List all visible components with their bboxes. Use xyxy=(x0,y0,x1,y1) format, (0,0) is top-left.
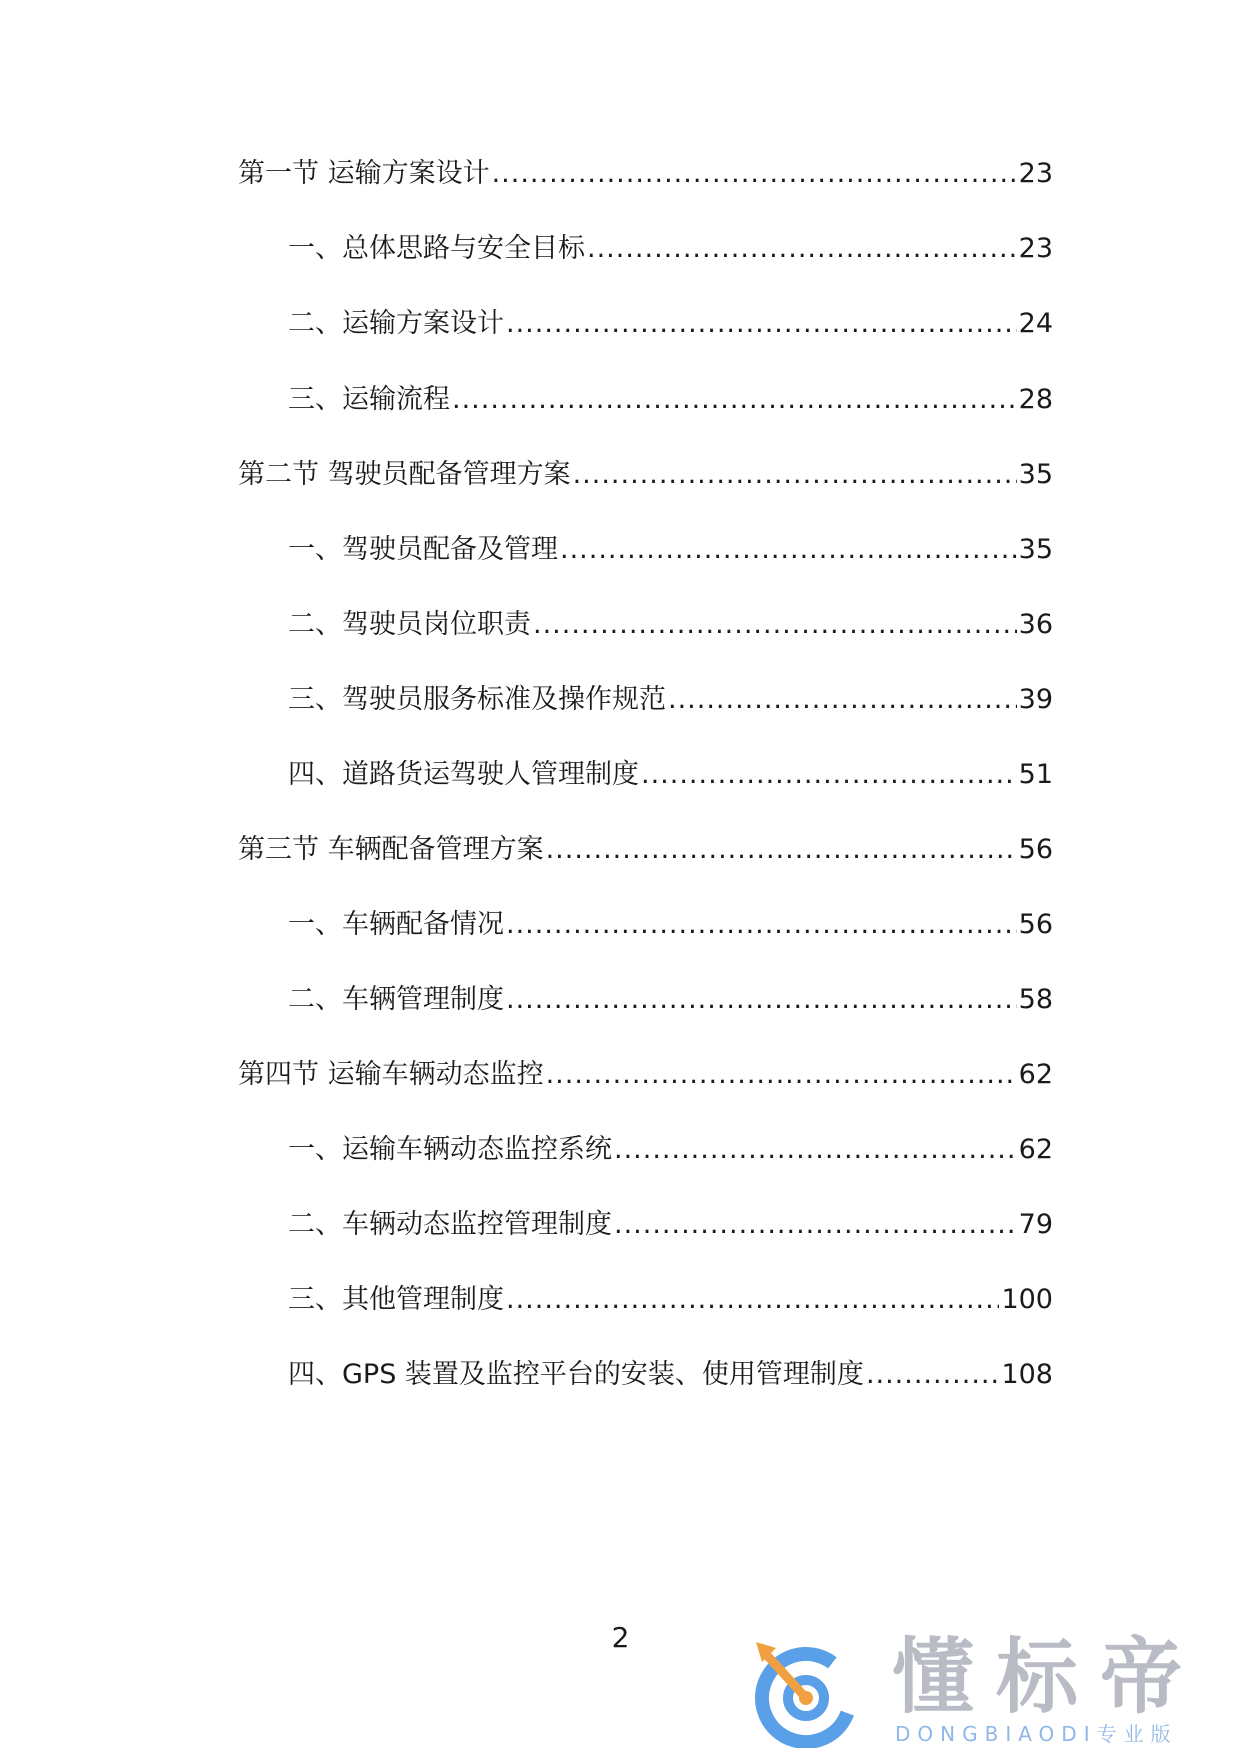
toc-dot-leader xyxy=(614,1205,1017,1245)
toc-entry[interactable] xyxy=(288,1280,1053,1320)
toc-dot-leader xyxy=(546,830,1017,870)
toc-dot-leader xyxy=(668,680,1017,720)
toc-entry-page: 35 xyxy=(1018,459,1053,490)
toc-entry-page: 62 xyxy=(1018,1059,1053,1090)
toc-entry[interactable] xyxy=(288,304,1053,344)
toc-entry-page: 28 xyxy=(1018,384,1053,415)
watermark-brand-subtitle: DONGBIAODI专业版 xyxy=(895,1722,1178,1746)
toc-entry-page: 108 xyxy=(1001,1359,1053,1390)
toc-entry-page: 35 xyxy=(1018,534,1053,565)
watermark xyxy=(740,1632,1220,1748)
toc-entry-title: 第四节 运输车辆动态监控 xyxy=(238,1059,544,1090)
toc-entry[interactable] xyxy=(288,605,1053,645)
toc-entry-title: 第二节 驾驶员配备管理方案 xyxy=(238,459,571,490)
toc-dot-leader xyxy=(506,905,1017,945)
toc-entry-page: 24 xyxy=(1018,308,1053,339)
toc-entry-title: 二、车辆管理制度 xyxy=(288,984,504,1015)
toc-entry-title: 二、运输方案设计 xyxy=(288,308,504,339)
toc-entry-title: 三、其他管理制度 xyxy=(288,1284,504,1315)
toc-entry-title: 一、驾驶员配备及管理 xyxy=(288,534,558,565)
toc-dot-leader xyxy=(560,530,1017,570)
toc-entry-title: 一、运输车辆动态监控系统 xyxy=(288,1134,612,1165)
toc-entry-title: 二、车辆动态监控管理制度 xyxy=(288,1209,612,1240)
toc-entry[interactable] xyxy=(288,530,1053,570)
toc-entry[interactable] xyxy=(288,755,1053,795)
toc-dot-leader xyxy=(533,605,1017,645)
toc-entry[interactable] xyxy=(238,154,1053,194)
toc-entry-title: 四、GPS 装置及监控平台的安装、使用管理制度 xyxy=(288,1359,864,1390)
toc-entry-title: 一、车辆配备情况 xyxy=(288,909,504,940)
toc-dot-leader xyxy=(452,380,1017,420)
toc-entry[interactable] xyxy=(238,1055,1053,1095)
toc-dot-leader xyxy=(546,1055,1017,1095)
toc-entry[interactable] xyxy=(288,980,1053,1020)
toc-entry[interactable] xyxy=(288,229,1053,269)
toc-entry-page: 23 xyxy=(1018,233,1053,264)
toc-entry-page: 100 xyxy=(1001,1284,1053,1315)
toc-entry[interactable] xyxy=(288,680,1053,720)
target-icon xyxy=(750,1638,860,1748)
toc-entry-title: 一、总体思路与安全目标 xyxy=(288,233,585,264)
toc-entry-page: 51 xyxy=(1018,759,1053,790)
toc-entry[interactable] xyxy=(288,1355,1053,1395)
toc-dot-leader xyxy=(506,980,1017,1020)
watermark-brand-name: 懂标帝 xyxy=(892,1630,1205,1725)
toc-entry-page: 58 xyxy=(1018,984,1053,1015)
toc-entry-page: 39 xyxy=(1018,684,1053,715)
toc-entry-title: 第一节 运输方案设计 xyxy=(238,158,490,189)
toc-entry-page: 23 xyxy=(1018,158,1053,189)
toc-dot-leader xyxy=(506,304,1017,344)
toc-entry[interactable] xyxy=(288,905,1053,945)
toc-entry-page: 36 xyxy=(1018,609,1053,640)
toc-entry-page: 56 xyxy=(1018,909,1053,940)
toc-entry-page: 62 xyxy=(1018,1134,1053,1165)
toc-entry[interactable] xyxy=(288,380,1053,420)
toc-entry-page: 79 xyxy=(1018,1209,1053,1240)
toc-entry[interactable] xyxy=(288,1130,1053,1170)
toc-dot-leader xyxy=(614,1130,1017,1170)
toc-entry-title: 四、道路货运驾驶人管理制度 xyxy=(288,759,639,790)
toc-entry-title: 二、驾驶员岗位职责 xyxy=(288,609,531,640)
toc-entry[interactable] xyxy=(238,455,1053,495)
toc-entry[interactable] xyxy=(288,1205,1053,1245)
toc-dot-leader xyxy=(587,229,1017,269)
toc-entry-title: 三、运输流程 xyxy=(288,384,450,415)
toc-entry[interactable] xyxy=(238,830,1053,870)
toc-entry-page: 56 xyxy=(1018,834,1053,865)
toc-entry-title: 三、驾驶员服务标准及操作规范 xyxy=(288,684,666,715)
toc-dot-leader xyxy=(866,1355,1000,1395)
page-number: 2 xyxy=(611,1621,630,1654)
toc-entry-title: 第三节 车辆配备管理方案 xyxy=(238,834,544,865)
toc-dot-leader xyxy=(573,455,1017,495)
toc-dot-leader xyxy=(492,154,1017,194)
toc-dot-leader xyxy=(641,755,1017,795)
toc-dot-leader xyxy=(506,1280,999,1320)
